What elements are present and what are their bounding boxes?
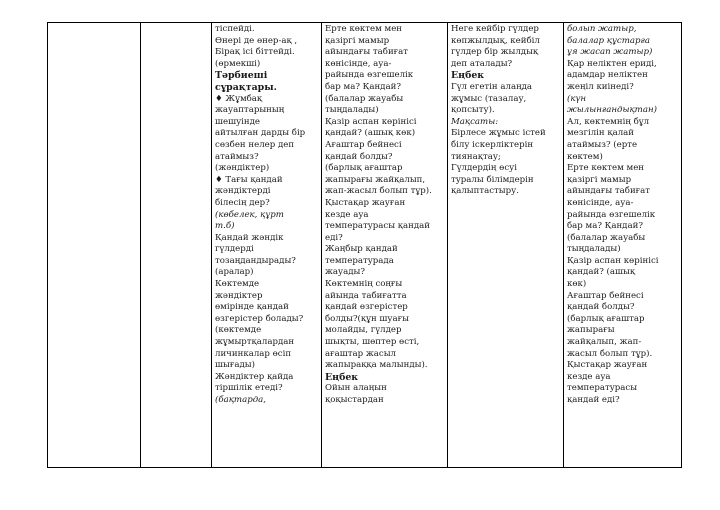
text-line: Ағаштар бейнесі bbox=[325, 139, 402, 150]
section-heading: Тәрбиешi bbox=[215, 70, 268, 82]
text-line: қандай? (ашық көк) bbox=[325, 128, 416, 139]
text-line: болды?(құн шуағы bbox=[325, 313, 409, 324]
text-line: Қазір аспан көрінісі bbox=[567, 255, 659, 266]
text-line: Бірлесе жұмыс істей bbox=[451, 128, 546, 139]
text-line: Көктемде bbox=[215, 279, 260, 290]
text-line: сөзбен нелер деп bbox=[215, 139, 295, 150]
text-line: жап-жасыл болып тұр). bbox=[325, 186, 432, 197]
work-task-cell bbox=[448, 23, 564, 468]
text-line: (балалар жауабы bbox=[325, 93, 404, 104]
text-line: Мақсаты: bbox=[451, 116, 499, 127]
text-line: тозаңдандырады? bbox=[215, 255, 296, 266]
text-line: гүлдерді bbox=[215, 244, 254, 255]
text-line: көктем) bbox=[567, 151, 603, 162]
section-heading: Еңбек bbox=[451, 70, 485, 82]
text-line: Бірақ ісі біттейді. bbox=[215, 47, 295, 58]
text-line: Жаңбыр қандай bbox=[325, 244, 398, 255]
text-line: көк) bbox=[567, 279, 587, 290]
text-line: ♦ Тағы қандай bbox=[215, 174, 283, 185]
empty-cell bbox=[141, 23, 212, 468]
text-line: Ерте көктем мен bbox=[567, 163, 645, 174]
text-line: жапырағы bbox=[567, 325, 615, 336]
text-line: (көктемде bbox=[215, 325, 262, 336]
text-line: Неге кейбір гүлдер bbox=[451, 24, 539, 34]
text-line: қоқыстардан bbox=[325, 395, 384, 405]
text-line: Қыстақар жауған bbox=[567, 360, 648, 371]
text-line: жапыраққа малынды). bbox=[325, 360, 428, 371]
section-heading: сұрақтары. bbox=[215, 81, 277, 93]
text-line: шығады) bbox=[215, 360, 255, 371]
text-line: Қар неліктен ериді, bbox=[567, 58, 657, 69]
text-line: айындағы табиғат bbox=[325, 47, 409, 58]
text-line: температурасы қандай bbox=[325, 221, 430, 232]
text-line: Гүлдердің өсуі bbox=[451, 163, 517, 174]
text-line: ♦ Жұмбақ bbox=[215, 93, 263, 104]
season-discussion-cell bbox=[564, 23, 682, 468]
text-line: райында өзгешелік bbox=[325, 70, 414, 81]
text-line: Гүл егетін алаңда bbox=[451, 81, 533, 92]
section-heading: Еңбек bbox=[325, 371, 359, 383]
text-line: кезде ауа bbox=[325, 209, 369, 220]
text-line: айындағы табиғат bbox=[567, 186, 651, 197]
text-line: (барлық ағаштар bbox=[325, 163, 403, 174]
text-line: (өрмекші) bbox=[215, 58, 261, 69]
text-line: (бақтарда, bbox=[215, 395, 266, 405]
text-line: молайды, гүлдер bbox=[325, 325, 402, 336]
text-line: Ал, көктемнің бұл bbox=[567, 116, 650, 127]
text-line: райында өзгешелік bbox=[567, 209, 656, 220]
text-line: тыңдалады) bbox=[325, 105, 379, 116]
text-line: жеңіл киінеді? bbox=[567, 81, 634, 92]
text-line: өзгерістер болады? bbox=[215, 313, 304, 324]
text-line: жылынғандықтан) bbox=[567, 105, 657, 116]
text-line: қазіргі мамыр bbox=[325, 35, 390, 46]
text-line: (балалар жауабы bbox=[567, 232, 646, 243]
text-line: көнісінде, ауа- bbox=[325, 58, 392, 69]
text-line: Жәндіктер қайда bbox=[215, 371, 294, 382]
text-line: жауады? bbox=[325, 267, 365, 278]
text-line: қалыптастыру. bbox=[451, 186, 519, 197]
text-line: білу іскерліктерін bbox=[451, 139, 534, 150]
observation-cell bbox=[322, 23, 448, 468]
text-line: тиянақтау; bbox=[451, 151, 501, 162]
text-line: гүлдер бір жылдық bbox=[451, 47, 539, 58]
text-line: жасыл болып тұр). bbox=[567, 348, 653, 359]
text-line: атаймыз? (ерте bbox=[567, 139, 638, 150]
lesson-plan-table bbox=[47, 22, 682, 468]
text-line: қандай болды? bbox=[325, 151, 393, 162]
text-line: атаймыз? bbox=[215, 151, 259, 162]
table-row bbox=[48, 23, 682, 468]
text-line: тіспейді. bbox=[215, 24, 255, 34]
text-line: жәндіктерді bbox=[215, 186, 271, 197]
text-line: (көбелек, құрт bbox=[215, 209, 284, 220]
text-line: адамдар неліктен bbox=[567, 70, 648, 81]
text-line: Өнері де өнер-ақ , bbox=[215, 35, 298, 46]
text-line: личинкалар өсіп bbox=[215, 348, 292, 359]
text-line: ағаштар жасыл bbox=[325, 348, 396, 359]
text-line: қандай өзгерістер bbox=[325, 302, 408, 313]
text-line: жұмыртқалардан bbox=[215, 337, 295, 348]
text-line: бар ма? Қандай? bbox=[567, 221, 643, 232]
text-line: айында табиғатта bbox=[325, 290, 407, 301]
text-line: айтылған дарды бір bbox=[215, 128, 306, 139]
text-line: қандай? (ашық bbox=[567, 267, 636, 278]
text-line: тіршілік етеді? bbox=[215, 383, 283, 394]
text-line: тыңдалады) bbox=[567, 244, 621, 255]
text-line: ұя жасап жатыр) bbox=[567, 47, 653, 58]
text-line: (жәндіктер) bbox=[215, 163, 270, 174]
text-line: т.б) bbox=[215, 221, 235, 232]
text-line: жауаптарының bbox=[215, 105, 285, 116]
text-line: балалар құстарға bbox=[567, 35, 650, 46]
text-line: (аралар) bbox=[215, 267, 254, 278]
text-line: кезде ауа bbox=[567, 371, 611, 382]
text-line: Қыстақар жауған bbox=[325, 197, 406, 208]
text-line: болып жатыр, bbox=[567, 24, 637, 34]
text-line: өмірінде қандай bbox=[215, 302, 289, 313]
text-line: туралы білімдерін bbox=[451, 174, 534, 185]
text-line: (барлық ағаштар bbox=[567, 313, 645, 324]
text-line: жапырағы жайқалып, bbox=[325, 174, 426, 185]
text-line: жәндіктер bbox=[215, 290, 263, 301]
text-line: температурада bbox=[325, 255, 394, 266]
text-line: еді? bbox=[325, 232, 343, 243]
questions-cell bbox=[212, 23, 322, 468]
text-line: деп аталады? bbox=[451, 58, 513, 69]
text-line: көпжылдық, кейбіл bbox=[451, 35, 540, 46]
text-line: Көктемнің соңғы bbox=[325, 279, 403, 290]
text-line: қандай еді? bbox=[567, 395, 620, 405]
text-line: көнісінде, ауа- bbox=[567, 197, 634, 208]
text-line: мезгілін қалай bbox=[567, 128, 635, 139]
text-line: Қазір аспан көрінісі bbox=[325, 116, 417, 127]
text-line: шықты, шөптер өсті, bbox=[325, 337, 420, 348]
empty-cell bbox=[48, 23, 141, 468]
text-line: Ойын алаңын bbox=[325, 383, 387, 394]
text-line: қандай болды? bbox=[567, 302, 635, 313]
text-line: қазіргі мамыр bbox=[567, 174, 632, 185]
text-line: Қандай жәндік bbox=[215, 232, 284, 243]
text-line: Ерте көктем мен bbox=[325, 24, 403, 34]
text-line: Ағаштар бейнесі bbox=[567, 290, 644, 301]
text-line: температурасы bbox=[567, 383, 638, 394]
text-line: қопсыту). bbox=[451, 105, 495, 116]
text-line: жайқалып, жап- bbox=[567, 337, 642, 348]
text-line: (күн bbox=[567, 93, 587, 104]
text-line: жұмыс (тазалау, bbox=[451, 93, 527, 104]
text-line: білесің дер? bbox=[215, 197, 270, 208]
text-line: бар ма? Қандай? bbox=[325, 81, 401, 92]
text-line: шешуінде bbox=[215, 116, 260, 127]
